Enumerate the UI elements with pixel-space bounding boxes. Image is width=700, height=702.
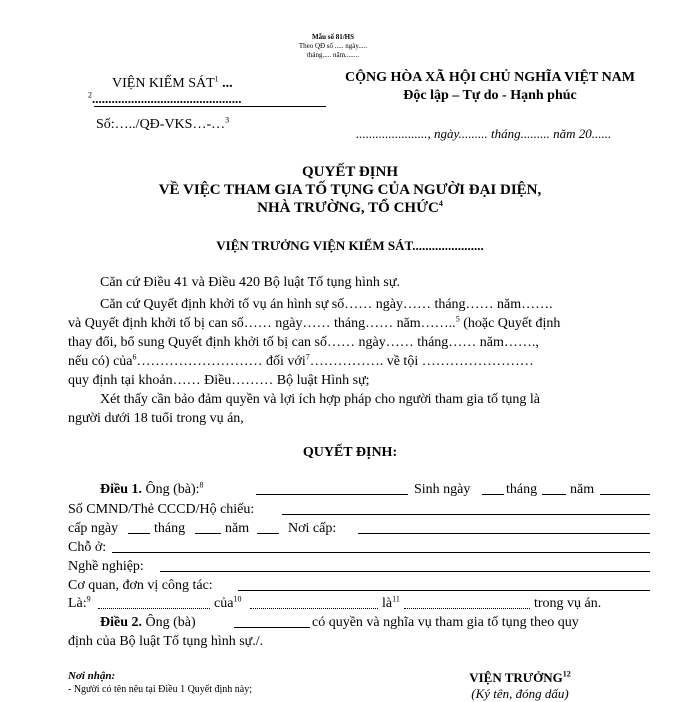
legal-basis-2-line2: và Quyết định khởi tố bị can số…… ngày…… tháng…… năm……..$^5$ (hoặc Quyết định [68, 314, 561, 331]
issue-year-label: năm [225, 521, 250, 536]
dob-year-line[interactable] [600, 494, 650, 495]
decision-heading: QUYẾT ĐỊNH: [302, 445, 398, 460]
nation-name: CỘNG HÒA XÃ HỘI CHỦ NGHĨA VIỆT NAM [344, 70, 635, 85]
document-title: QUYẾT ĐỊNH [302, 164, 398, 180]
consideration-line1: Xét thấy cần bảo đảm quyền và lợi ích hợp pháp cho người tham gia tố tụng là [100, 392, 540, 407]
occupation-label: Nghề nghiệp: [68, 559, 144, 574]
consideration-line2: người dưới 18 tuổi trong vụ án, [68, 411, 244, 426]
national-motto: Độc lập – Tự do - Hạnh phúc [403, 88, 577, 103]
article2-person-line[interactable] [234, 627, 310, 628]
issue-day-line[interactable] [128, 533, 150, 534]
id-label: Số CMND/Thẻ CCCD/Hộ chiếu: [68, 502, 255, 517]
residence-line[interactable] [112, 552, 650, 553]
form-ref-line: Theo QĐ số ..... ngày..... [298, 42, 368, 50]
document-number: Số:…../QĐ-VKS…-…$^3$ [96, 115, 230, 132]
of-line[interactable] [250, 608, 378, 609]
role-line[interactable] [98, 608, 210, 609]
dob-day-line[interactable] [482, 494, 504, 495]
is-line[interactable] [404, 608, 530, 609]
recipients-title: Nơi nhận: [68, 670, 116, 682]
occupation-line[interactable] [160, 571, 650, 572]
issuing-authority: VIỆN TRƯỞNG VIỆN KIỂM SÁT...................... [216, 238, 484, 253]
is-label: $là^{11}$ [382, 594, 400, 611]
issue-date-label: cấp ngày [68, 521, 119, 536]
document-subject-line2: NHÀ TRƯỜNG, TỔ CHỨC$^4$ [257, 199, 443, 216]
legal-basis-2-line3: thay đổi, bổ sung Quyết định khởi tố bị can số…… ngày…… tháng…… năm……., [68, 335, 539, 350]
legal-basis-2-line5: quy định tại khoản…… Điều……… Bộ luật Hình sự; [68, 373, 370, 388]
article2-line1-start: Điều 2. Ông (bà) [100, 615, 196, 630]
form-note [268, 33, 398, 60]
form-date-line: tháng..... năm........ [306, 51, 360, 59]
id-number-line[interactable] [282, 514, 650, 515]
role-label: Là:$^9$ [68, 594, 91, 611]
issue-year-line[interactable] [257, 533, 279, 534]
article1-person-label: Điều 1. Ông (bà):$^8$ [100, 480, 204, 497]
person-name-line[interactable] [256, 494, 408, 495]
place-date-line: ......................, ngày......... tháng......... năm 20...... [356, 126, 612, 141]
issue-month-label: tháng [154, 521, 186, 536]
residence-label: Chỗ ở: [68, 540, 107, 555]
header-underline [94, 106, 326, 107]
signature-note: (Ký tên, đóng dấu) [471, 686, 569, 701]
article2-line1-end: có quyền và nghĩa vụ tham gia tố tụng theo quy [312, 615, 579, 630]
article2-line2: định của Bộ luật Tố tụng hình sự./. [68, 634, 264, 649]
issue-month-line[interactable] [195, 533, 221, 534]
in-case-label: trong vụ án. [534, 596, 602, 611]
dob-month-line[interactable] [542, 494, 566, 495]
agency-name: VIỆN KIỂM SÁT$^1$ ... [112, 74, 233, 91]
legal-basis-2-line1: Căn cứ Quyết định khởi tố vụ án hình sự số…… ngày…… tháng…… năm……. [100, 297, 553, 312]
legal-basis-1: Căn cứ Điều 41 và Điều 420 Bộ luật Tố tụng hình sự. [100, 275, 400, 290]
dob-month-label: tháng [506, 482, 538, 497]
dob-year-label: năm [570, 482, 595, 497]
legal-basis-2-line4: nếu có) của$^6$……………………… đối với$^7$……………. về tội …………………… [68, 352, 534, 369]
issue-place-line[interactable] [358, 533, 650, 534]
document-subject-line1: VỀ VIỆC THAM GIA TỐ TỤNG CỦA NGƯỜI ĐẠI DIỆN, [158, 182, 542, 198]
workplace-line[interactable] [238, 590, 650, 591]
dob-label: Sinh ngày [414, 482, 471, 497]
recipient-item-1: - Người có tên nêu tại Điều 1 Quyết định này; [68, 684, 252, 695]
signature-title: VIỆN TRƯỞNG$^{12}$ [469, 669, 571, 685]
form-number: Mẫu số 81/HS [311, 33, 354, 41]
of-label: của$^{10}$ [214, 594, 242, 611]
workplace-label: Cơ quan, đơn vị công tác: [68, 578, 213, 593]
issue-place-label: Nơi cấp: [288, 521, 337, 536]
agency-unit-line: $^2$.............................................. [88, 90, 242, 106]
